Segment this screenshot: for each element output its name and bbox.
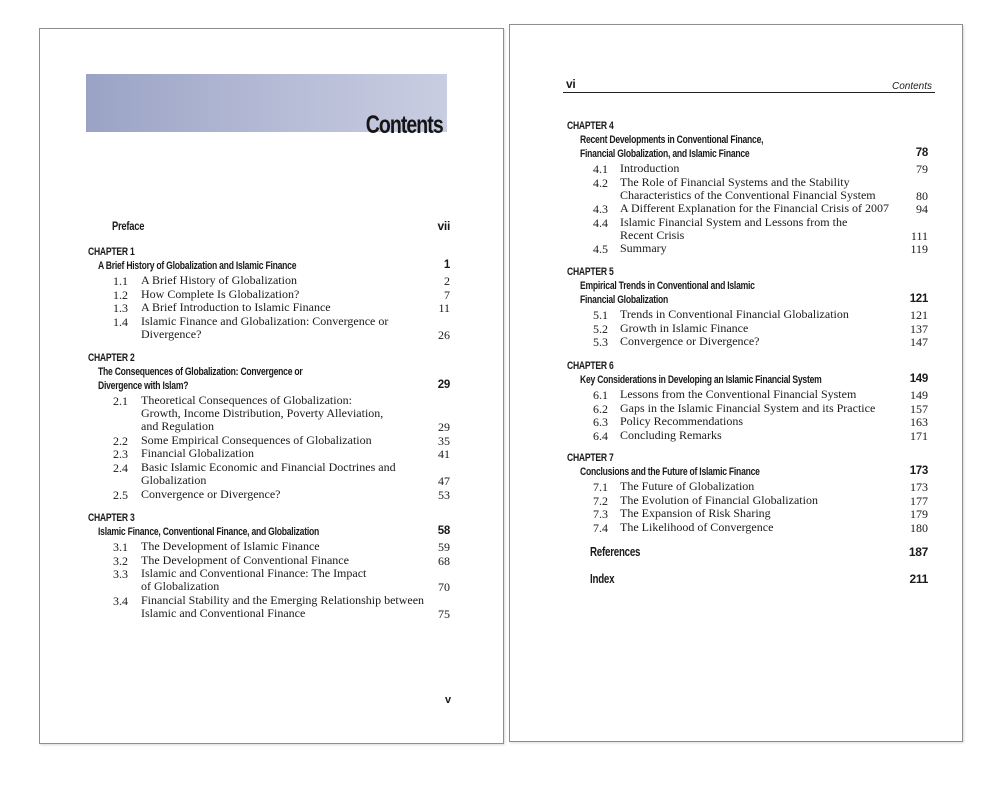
section-title: The Expansion of Risk Sharing	[620, 506, 771, 520]
chapter-title-line: Conclusions and the Future of Islamic Finance	[580, 466, 760, 478]
chapter-page-number: 58	[437, 525, 450, 537]
right-page	[509, 24, 963, 742]
chapter-title-line: Key Considerations in Developing an Islamic Financial System	[580, 374, 822, 386]
section-title: Summary	[620, 241, 667, 256]
section-number: 2.2	[113, 433, 128, 448]
section-title: The Role of Financial Systems and the Stability	[620, 174, 850, 189]
page-folio: v	[445, 694, 451, 706]
section-page-number: 53	[438, 487, 450, 502]
chapter-label	[567, 266, 627, 278]
section-number: 2.5	[113, 487, 128, 502]
chapter-label	[88, 352, 148, 364]
chapter-label	[88, 512, 148, 524]
running-head-rule	[563, 92, 935, 93]
chapter-title	[98, 379, 214, 393]
chapter-label-text: CHAPTER 5	[567, 266, 614, 278]
chapter-title	[580, 133, 815, 147]
chapter-title	[580, 279, 804, 293]
section-number: 3.4	[113, 593, 128, 608]
preface-label: Preface	[112, 219, 145, 233]
section-page-number: 179	[910, 507, 928, 521]
section-title: Financial Globalization	[141, 446, 254, 461]
section-number: 2.1	[113, 394, 128, 408]
section-number: 5.2	[593, 321, 608, 336]
section-page-number: 35	[438, 433, 450, 448]
left-page	[39, 28, 504, 744]
section-title: Islamic Financial System and Lessons from the	[620, 214, 848, 229]
chapter-label-text: CHAPTER 7	[567, 452, 614, 464]
section-number: 7.3	[593, 507, 608, 521]
contents-banner	[86, 74, 447, 139]
section-page-number: 70	[438, 580, 450, 595]
back-matter-label-text: References	[590, 545, 641, 559]
section-page-number: 29	[438, 420, 450, 435]
page-title: Contents	[365, 111, 443, 139]
chapter-title-line: Recent Developments in Conventional Finance,	[580, 134, 764, 146]
back-matter-page: 187	[908, 545, 928, 559]
section-page-number: 121	[910, 308, 928, 322]
section-number: 6.3	[593, 415, 608, 429]
section-title: Convergence or Divergence?	[141, 486, 281, 501]
chapter-title	[580, 147, 797, 161]
section-number: 6.1	[593, 388, 608, 402]
preface-page: vii	[437, 219, 450, 233]
section-title: A Different Explanation for the Financial Crisis of 2007	[620, 201, 890, 216]
section-title: A Brief History of Globalization	[141, 273, 297, 287]
section-title: Policy Recommendations	[620, 414, 743, 428]
chapter-title	[580, 373, 890, 387]
section-page-number: 111	[910, 228, 928, 243]
section-title: The Evolution of Financial Globalization	[620, 492, 818, 507]
chapter-title	[98, 365, 360, 379]
section-number: 1.4	[113, 314, 128, 329]
section-title: Concluding Remarks	[620, 427, 722, 442]
section-number: 1.1	[113, 274, 128, 288]
section-title: Basic Islamic Economic and Financial Doctrines and	[141, 459, 396, 474]
section-number: 7.2	[593, 493, 608, 508]
section-number: 2.3	[113, 447, 128, 462]
section-title: Islamic and Conventional Finance: The Impact	[141, 566, 367, 580]
section-page-number: 26	[438, 327, 450, 342]
section-page-number: 41	[438, 447, 450, 462]
section-number: 6.4	[593, 428, 608, 443]
section-page-number: 59	[438, 540, 450, 554]
section-title: The Likelihood of Convergence	[620, 519, 774, 534]
chapter-label-text: CHAPTER 2	[88, 352, 135, 364]
section-title: Some Empirical Consequences of Globalization	[141, 432, 372, 447]
section-page-number: 11	[438, 301, 450, 315]
section-number: 4.3	[593, 202, 608, 217]
section-title: Characteristics of the Conventional Financial System	[620, 187, 876, 202]
section-number: 5.3	[593, 335, 608, 349]
section-number: 6.2	[593, 401, 608, 416]
chapter-label-text: CHAPTER 3	[88, 512, 135, 524]
section-number: 4.4	[593, 215, 608, 230]
chapter-title-line: A Brief History of Globalization and Islamic Finance	[98, 260, 297, 272]
section-page-number: 2	[444, 274, 450, 288]
chapter-page-number: 1	[443, 259, 450, 271]
section-title: Introduction	[620, 161, 680, 175]
section-number: 4.1	[593, 162, 608, 176]
chapter-title	[98, 259, 352, 273]
section-title: Financial Stability and the Emerging Relationship between	[141, 592, 425, 607]
chapter-label	[567, 360, 627, 372]
section-number: 3.2	[113, 553, 128, 568]
chapter-label	[567, 120, 627, 132]
chapter-label-text: CHAPTER 4	[567, 120, 614, 132]
section-title: The Development of Conventional Finance	[141, 552, 349, 567]
section-page-number: 75	[438, 606, 450, 621]
section-page-number: 119	[910, 242, 928, 257]
section-title: The Development of Islamic Finance	[141, 539, 320, 553]
section-title: Trends in Conventional Financial Globalization	[620, 307, 849, 321]
section-page-number: 7	[444, 287, 450, 302]
section-number: 7.4	[593, 520, 608, 535]
chapter-title	[580, 465, 810, 479]
back-matter-label	[590, 572, 621, 586]
section-title: Gaps in the Islamic Financial System and its Practice	[620, 400, 876, 415]
section-title: of Globalization	[141, 579, 220, 594]
section-number: 5.1	[593, 308, 608, 322]
chapter-title-line: Divergence with Islam?	[98, 380, 189, 392]
section-number: 3.3	[113, 567, 128, 581]
chapter-title	[580, 293, 693, 307]
section-page-number: 173	[910, 480, 928, 494]
section-page-number: 137	[910, 321, 928, 336]
section-number: 1.2	[113, 287, 128, 302]
section-page-number: 180	[910, 520, 928, 535]
section-title: How Complete Is Globalization?	[141, 286, 300, 301]
back-matter-label	[590, 545, 654, 559]
chapter-page-number: 121	[909, 293, 928, 305]
section-page-number: 79	[916, 162, 928, 176]
section-title: and Regulation	[141, 419, 214, 434]
chapter-page-number: 29	[437, 379, 450, 391]
section-title: Lessons from the Conventional Financial System	[620, 387, 857, 401]
chapter-page-number: 173	[909, 465, 928, 477]
chapter-title	[98, 525, 381, 539]
section-page-number: 171	[910, 428, 928, 443]
section-title: Divergence?	[141, 326, 202, 341]
section-number: 4.5	[593, 242, 608, 257]
running-head-folio: vi	[566, 77, 576, 91]
section-page-number: 157	[910, 401, 928, 416]
chapter-title-line: Islamic Finance, Conventional Finance, and Globalization	[98, 526, 319, 538]
section-title: A Brief Introduction to Islamic Finance	[141, 300, 331, 314]
section-title: Growth in Islamic Finance	[620, 320, 749, 335]
chapter-title-line: Financial Globalization, and Islamic Finance	[580, 148, 750, 160]
section-title: Growth, Income Distribution, Poverty Alleviation,	[141, 406, 384, 421]
chapter-label-text: CHAPTER 6	[567, 360, 614, 372]
section-number: 1.3	[113, 301, 128, 315]
section-title: Islamic Finance and Globalization: Convergence or	[141, 313, 389, 328]
section-title: Theoretical Consequences of Globalization:	[141, 393, 352, 407]
section-page-number: 68	[438, 553, 450, 568]
section-page-number: 94	[916, 202, 928, 217]
chapter-page-number: 149	[909, 373, 928, 385]
section-page-number: 163	[910, 415, 928, 429]
chapter-title-line: The Consequences of Globalization: Convergence or	[98, 366, 303, 378]
section-page-number: 177	[910, 493, 928, 508]
section-page-number: 47	[438, 474, 450, 489]
chapter-page-number: 78	[915, 147, 928, 159]
section-number: 3.1	[113, 540, 128, 554]
section-page-number: 147	[910, 335, 928, 349]
section-page-number: 149	[910, 388, 928, 402]
running-head-title: Contents	[891, 81, 932, 92]
section-number: 4.2	[593, 175, 608, 190]
section-page-number: 80	[916, 188, 928, 203]
back-matter-page: 211	[909, 572, 928, 586]
back-matter-label-text: Index	[590, 572, 615, 586]
section-title: Islamic and Conventional Finance	[141, 605, 306, 620]
chapter-title-line: Empirical Trends in Conventional and Islamic	[580, 280, 755, 292]
section-title: The Future of Globalization	[620, 479, 755, 493]
chapter-label-text: CHAPTER 1	[88, 246, 135, 258]
chapter-label	[88, 246, 148, 258]
section-title: Convergence or Divergence?	[620, 334, 760, 348]
section-title: Recent Crisis	[620, 227, 685, 242]
chapter-title-line: Financial Globalization	[580, 294, 669, 306]
section-number: 2.4	[113, 460, 128, 475]
section-title: Globalization	[141, 473, 207, 488]
section-number: 7.1	[593, 480, 608, 494]
chapter-label	[567, 452, 627, 464]
